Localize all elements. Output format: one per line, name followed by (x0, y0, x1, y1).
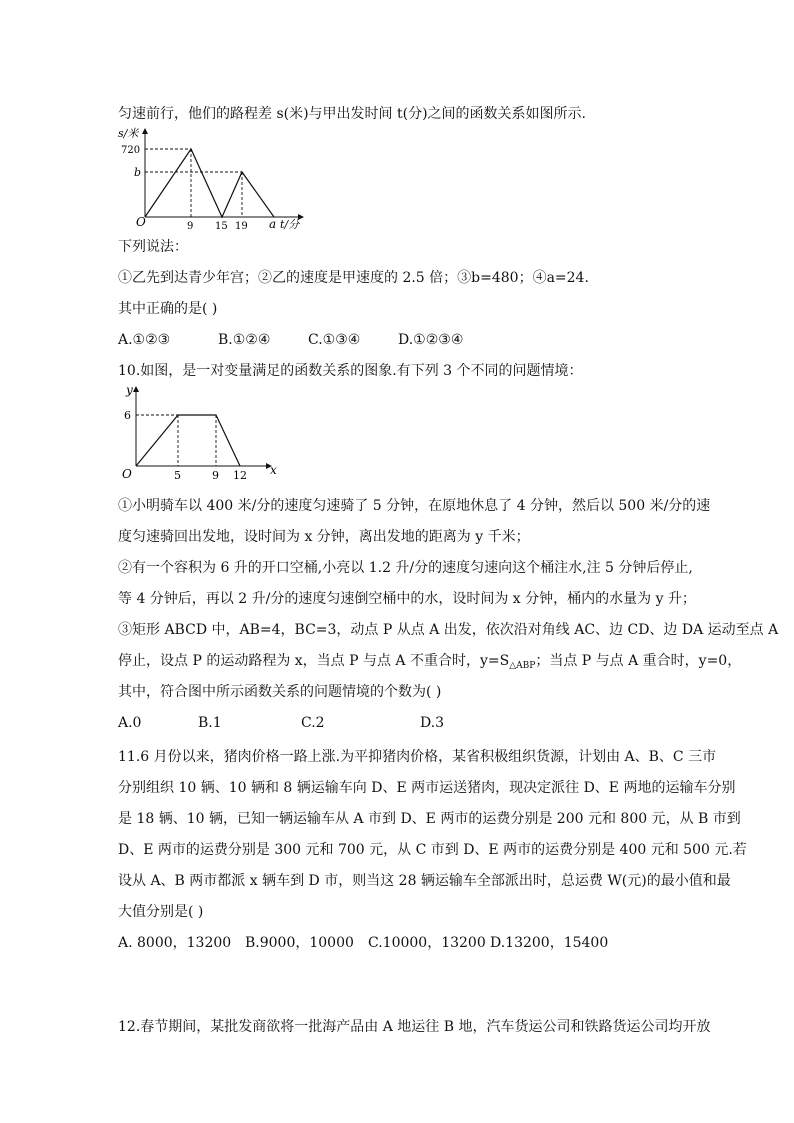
q11-option-a: A. 8000，13200 (118, 935, 232, 951)
graph-2-ytick-6: 6 (124, 409, 131, 422)
q11-option-d: D.13200，15400 (490, 935, 609, 951)
q10-option-c: C.2 (301, 715, 325, 731)
q11-option-b: B.9000，10000 (245, 935, 354, 951)
graph-1-xlabel: t/分 (280, 218, 300, 231)
q9-option-a: A.①②③ (118, 332, 171, 348)
q10-s3-text-a: 停止，设点 P 的运动路程为 x，当点 P 与点 A 不重合时，y=S (118, 653, 510, 669)
q9-option-c: C.①③④ (308, 332, 361, 348)
graph-2-xtick-9: 9 (212, 469, 219, 482)
graph-2-xlabel: x (270, 463, 277, 477)
q12-line-1: 12.春节期间，某批发商欲将一批海产品由 A 地运往 B 地，汽车货运公司和铁路货运公司均开放 (118, 1019, 711, 1035)
q10-option-d: D.3 (420, 715, 445, 731)
q9-option-b: B.①②④ (218, 332, 271, 348)
graph-2-ylabel: y (126, 383, 133, 397)
graph-1-ytick-b: b (134, 166, 142, 179)
q10-situation-1-line-2: 度匀速骑回出发地，设时间为 x 分钟，离出发地的距离为 y 千米； (118, 529, 530, 545)
graph-1-xtick-15: 15 (215, 221, 228, 232)
q10-situation-1-line-1: ①小明骑车以 400 米/分的速度匀速骑了 5 分钟，在原地休息了 4 分钟，然后以 500 米/分的速 (118, 498, 711, 514)
q9-statements-title: 下列说法： (118, 239, 188, 255)
graph-1-xtick-19: 19 (235, 221, 248, 232)
graph-2-xtick-12: 12 (233, 469, 247, 482)
q10-stem: 10.如图，是一对变量满足的函数关系的图象.有下列 3 个不同的问题情境： (118, 363, 583, 379)
q10-s3-text-b: ；当点 P 与点 A 重合时，y=0， (535, 653, 742, 669)
q10-situation-2-line-1: ②有一个容积为 6 升的开口空桶,小亮以 1.2 升/分的速度匀速向这个桶注水,注 5 分钟后停止, (118, 560, 693, 576)
q10-situation-3-line-3: 其中，符合图中所示函数关系的问题情境的个数为( ) (118, 684, 442, 700)
graph-2 (118, 382, 288, 482)
q10-option-a: A.0 (118, 715, 142, 731)
q11-line-4: D、E 两市的运费分别是 300 元和 700 元，从 C 市到 D、E 两市的运费分别是 400 元和 500 元.若 (118, 842, 747, 858)
graph-2-origin: O (122, 467, 132, 481)
q11-line-6: 大值分别是( ) (118, 904, 204, 920)
graph-1 (118, 126, 308, 234)
q11-option-c: C.10000，13200 (368, 935, 486, 951)
graph-2-xtick-5: 5 (174, 469, 181, 482)
q10-option-b: B.1 (198, 715, 222, 731)
graph-1-origin: O (136, 215, 146, 229)
graph-1-ytick-720: 720 (121, 145, 141, 156)
q10-s3-subscript: △ABP (509, 661, 536, 671)
q10-situation-3-line-1: ③矩形 ABCD 中，AB=4，BC=3，动点 P 从点 A 出发，依次沿对角线 AC、边 CD、边 DA 运动至点 A (118, 622, 779, 638)
graph-1-xtick-a: a (269, 217, 277, 231)
q11-line-5: 设从 A、B 两市都派 x 辆车到 D 市，则当这 28 辆运输车全部派出时，总运费 W(元)的最小值和最 (118, 873, 731, 889)
q11-line-2: 分别组织 10 辆、10 辆和 8 辆运输车向 D、E 两市运送猪肉，现决定派往 D、E 两地的运输车分别 (118, 780, 736, 796)
q10-situation-3-line-2 (118, 651, 742, 676)
q9-option-d: D.①②③④ (398, 332, 464, 348)
q11-line-3: 是 18 辆、10 辆，已知一辆运输车从 A 市到 D、E 两市的运费分别是 200 元和 800 元，从 B 市到 (118, 811, 741, 827)
graph-1-ylabel: s/米 (118, 127, 139, 140)
graph-1-xtick-9: 9 (187, 221, 194, 232)
q10-situation-2-line-2: 等 4 分钟后，再以 2 升/分的速度匀速倒空桶中的水，设时间为 x 分钟，桶内的水量为 y 升； (118, 591, 696, 607)
intro-text: 匀速前行，他们的路程差 s(米)与甲出发时间 t(分)之间的函数关系如图所示. (118, 106, 587, 122)
q11-line-1: 11.6 月份以来，猪肉价格一路上涨.为平抑猪肉价格，某省积极组织货源，计划由 A、B、C 三市 (118, 749, 717, 765)
q9-statements: ①乙先到达青少年宫；②乙的速度是甲速度的 2.5 倍；③b=480；④a=24. (118, 270, 589, 286)
q9-ask: 其中正确的是( ) (118, 301, 218, 317)
